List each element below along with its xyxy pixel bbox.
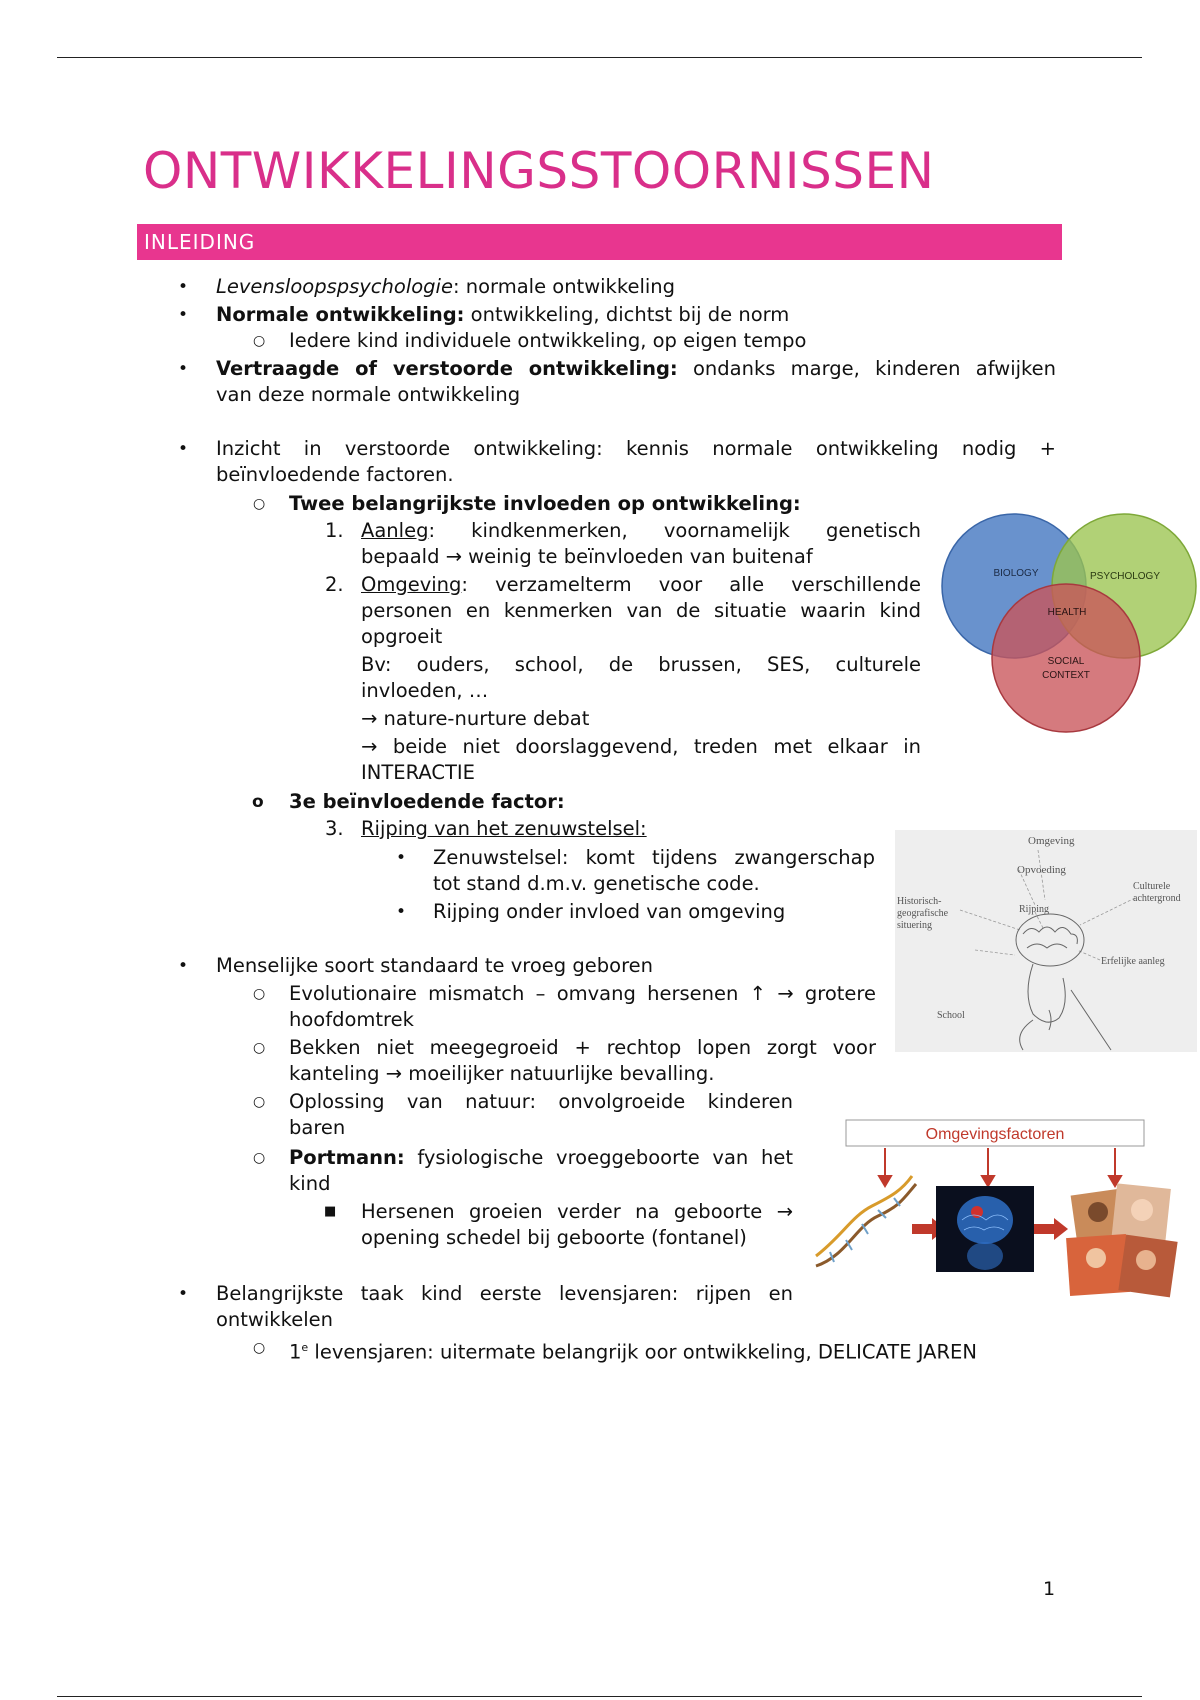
bv-line2: invloeden, … [361, 679, 489, 702]
bullet-levensloop [216, 274, 675, 300]
hersenen-line1: Hersenen groeien verder na geboorte → [361, 1200, 793, 1223]
bullet-taak-line1: Belangrijkste taak kind eerste levensjaren: rijpen en [216, 1282, 793, 1305]
text: 3e beïnvloedende factor: [289, 790, 565, 813]
brain-label-achtergrond: achtergrond [1133, 893, 1181, 904]
bullet-icon: • [178, 439, 189, 459]
bullet-te-vroeg: Menselijke soort standaard te vroeg geboren [216, 954, 654, 977]
dna-icon [816, 1176, 916, 1266]
page-title: ONTWIKKELINGSSTOORNISSEN [143, 142, 935, 200]
text: : normale ontwikkeling [452, 275, 676, 298]
text: : verzamelterm voor alle verschillende [461, 573, 921, 596]
rijping-omgeving-line: Rijping onder invloed van omgeving [433, 900, 786, 923]
circle-bullet-icon: ○ [253, 1150, 266, 1166]
venn-label-health: HEALTH [1047, 607, 1087, 618]
text: Twee belangrijkste invloeden op ontwikkeling: [289, 492, 801, 515]
sub-heading-factor3 [289, 789, 565, 815]
aanleg-line1 [361, 518, 921, 544]
evo-line2: hoofdomtrek [289, 1008, 414, 1031]
beide-line2: INTERACTIE [361, 761, 475, 784]
brain-influences-figure [895, 830, 1197, 1052]
bullet-inzicht-line2: beïnvloedende factoren. [216, 463, 454, 486]
brain-label-rijping: Rijping [1019, 904, 1050, 915]
venn-label-biology: BIOLOGY [993, 568, 1039, 579]
brain-label-geografische: geografische [897, 908, 949, 919]
down-arrows [879, 1148, 1121, 1186]
list-number: 2. [325, 573, 344, 596]
zenuw-line2: tot stand d.m.v. genetische code. [433, 872, 760, 895]
sub-heading-invloeden [289, 491, 801, 517]
brain-label-erfelijke: Erfelijke aanleg [1101, 956, 1165, 967]
omgeving-line1 [361, 572, 921, 598]
bullet-inzicht-line1: Inzicht in verstoorde ontwikkeling: kennis normale ontwikkeling nodig + [216, 437, 1056, 460]
hersenen-line2: opening schedel bij geboorte (fontanel) [361, 1226, 747, 1249]
venn-label-context: CONTEXT [1042, 670, 1090, 681]
oplossing-line1: Oplossing van natuur: onvolgroeide kinderen [289, 1090, 793, 1113]
aanleg-line2: bepaald → weinig te beïnvloeden van buitenaf [361, 545, 813, 568]
brain-label-historisch: Historisch- [897, 896, 942, 907]
omgevingsfactoren-label: Omgevingsfactoren [925, 1126, 1065, 1143]
oplossing-line2: baren [289, 1116, 346, 1139]
text: ondanks marge, kinderen afwijken [677, 357, 1056, 380]
rijping-heading [361, 816, 647, 842]
circle-bullet-icon: ○ [253, 333, 266, 349]
text: fysiologische vroeggeboorte van het [404, 1146, 793, 1169]
bullet-icon: • [178, 305, 189, 325]
portmann-line1 [289, 1145, 793, 1171]
omgeving-line3: opgroeit [361, 625, 443, 648]
brain-label-situering: situering [897, 920, 932, 931]
bullet-vertraagde-line2: van deze normale ontwikkeling [216, 383, 521, 406]
page-number: 1 [1043, 1578, 1056, 1600]
zenuw-line1: Zenuwstelsel: komt tijdens zwangerschap [433, 846, 875, 869]
sub-bullet-tempo: Iedere kind individuele ontwikkeling, op eigen tempo [289, 329, 807, 352]
children-photos-icon [1066, 1183, 1178, 1297]
bullet-vertraagde-line1 [216, 356, 1056, 382]
brain-label-school: School [937, 1010, 965, 1021]
superscript: e [301, 1341, 309, 1354]
beide-line1: → beide niet doorslaggevend, treden met elkaar in [361, 735, 921, 758]
brain-label-opvoeding: Opvoeding [1017, 864, 1066, 876]
circle-bullet-icon: ○ [253, 1094, 266, 1110]
bullet-icon: • [396, 902, 407, 922]
square-bullet-icon: ■ [324, 1204, 337, 1219]
evo-line1: Evolutionaire mismatch – omvang hersenen ↑ → grotere [289, 982, 876, 1005]
term: Vertraagde of verstoorde ontwikkeling: [216, 357, 678, 380]
term: Rijping van het zenuwstelsel: [361, 817, 647, 840]
venn-label-psychology: PSYCHOLOGY [1089, 571, 1161, 582]
bekken-line1: Bekken niet meegegroeid + rechtop lopen zorgt voor [289, 1036, 876, 1059]
bekken-line2: kanteling → moeilijker natuurlijke bevalling. [289, 1062, 715, 1085]
venn-diagram-figure [938, 512, 1200, 734]
brain-label-culturele: Culturele [1133, 881, 1171, 892]
term: Portmann: [289, 1146, 405, 1169]
top-rule [57, 57, 1142, 58]
text: ontwikkeling, dichtst bij de norm [464, 303, 790, 326]
text: : kindkenmerken, voornamelijk genetisch [428, 519, 921, 542]
bullet-taak-line2: ontwikkelen [216, 1308, 333, 1331]
bullet-normale-ontwikkeling [216, 302, 789, 328]
term: Levensloopspsychologie [216, 275, 453, 298]
section-heading: INLEIDING [137, 224, 1062, 260]
circle-bullet-icon: ○ [253, 986, 266, 1002]
nature-nurture-line: → nature-nurture debat [361, 707, 590, 730]
term: Omgeving [361, 573, 462, 596]
text: 1 [289, 1340, 302, 1364]
brain-label-omgeving: Omgeving [1028, 835, 1075, 847]
circle-bullet-icon: ○ [253, 1340, 266, 1356]
sub-bullet-delicate-jaren [289, 1335, 977, 1366]
bullet-icon: • [396, 848, 407, 868]
bullet-icon: • [178, 359, 189, 379]
text: levensjaren: uitermate belangrijk oor ontwikkeling, DELICATE JAREN [308, 1340, 977, 1364]
omgeving-line2: personen en kenmerken van de situatie waarin kind [361, 599, 921, 622]
brain-scan-icon [936, 1186, 1034, 1272]
bullet-icon: • [178, 1284, 189, 1304]
circle-bullet-icon: ○ [253, 1040, 266, 1056]
list-number: 3. [325, 817, 344, 840]
term: Aanleg [361, 519, 429, 542]
venn-label-social: SOCIAL [1047, 656, 1085, 667]
bottom-rule [57, 1696, 1142, 1697]
circle-bullet-icon: ○ [253, 496, 266, 512]
bullet-icon: • [178, 277, 189, 297]
term: Normale ontwikkeling: [216, 303, 465, 326]
bv-line1: Bv: ouders, school, de brussen, SES, culturele [361, 653, 921, 676]
portmann-line2: kind [289, 1172, 331, 1195]
circle-bullet-icon: o [252, 792, 264, 812]
omgevingsfactoren-figure [812, 1106, 1184, 1304]
list-number: 1. [325, 519, 344, 542]
bullet-icon: • [178, 956, 189, 976]
